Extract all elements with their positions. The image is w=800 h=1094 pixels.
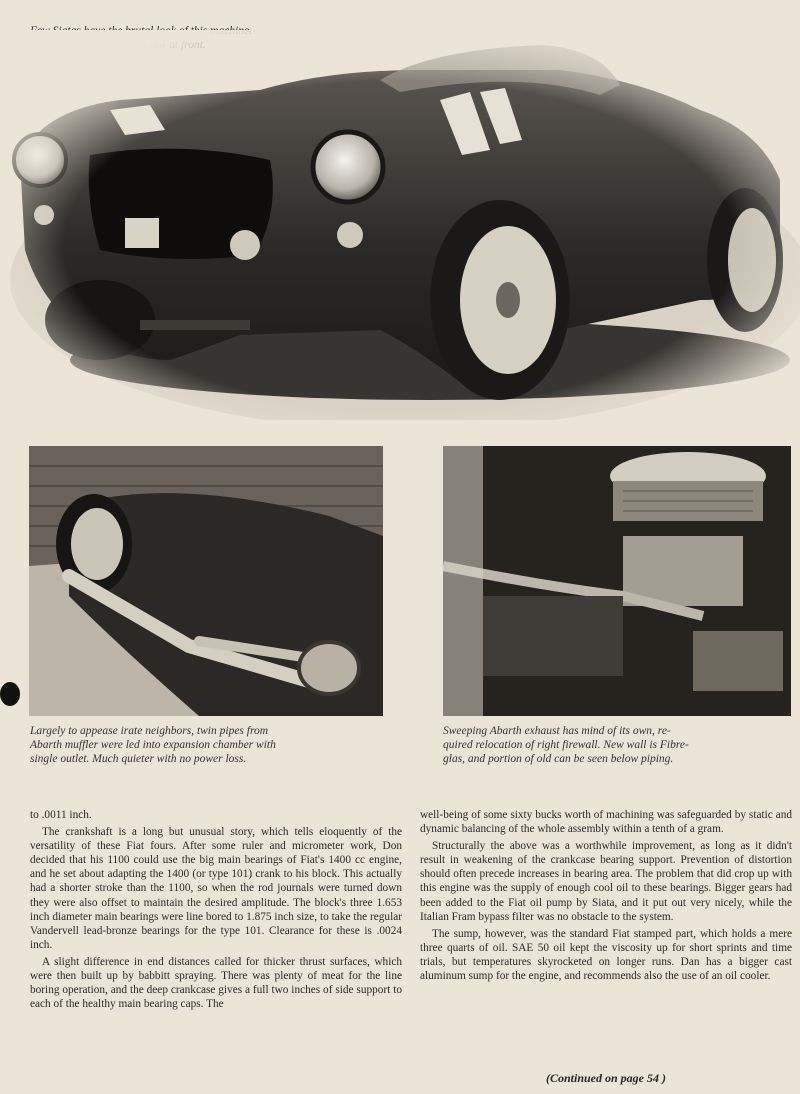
caption-line: glas, and portion of old can be seen below piping. [443, 753, 674, 765]
car-photo [0, 30, 800, 420]
caption-line: Largely to appease irate neighbors, twin pipes from [30, 725, 269, 737]
caption-line: Sweeping Abarth exhaust has mind of its own, re- [443, 725, 671, 737]
engine-block [483, 596, 623, 676]
firewall [443, 446, 483, 716]
right-photo-caption [443, 724, 793, 766]
article-right-column [420, 808, 792, 986]
punch-hole-bottom [0, 682, 20, 706]
wire-wheel [71, 508, 123, 580]
expansion-chamber [299, 642, 359, 694]
paragraph: well-being of some sixty bucks worth of machining was safeguarded by static and dynamic balancing of the whole assembly within a tenth of a gram. [420, 809, 792, 836]
left-photo-caption [30, 724, 390, 766]
exhaust-illustration [29, 446, 383, 716]
paragraph: The sump, however, was the standard Fiat stamped part, which holds a mere three quarts of oil. SAE 50 oil kept the viscosity up for short sprints and time trials, but temperatures skyrocketed on longer runs. Dan has a bigger cast aluminum sump for the engine, and recommends also the use of an oil cooler. [420, 927, 792, 983]
caption-line: single outlet. Much quieter with no power loss. [30, 753, 247, 765]
photo-vignette [0, 30, 800, 420]
paragraph: to .0011 inch. [30, 809, 92, 821]
exhaust-pipes-photo [29, 446, 383, 716]
caption-line: Abarth muffler were led into expansion chamber with [30, 739, 276, 751]
engine-bay-photo [443, 446, 791, 716]
paragraph: Structurally the above was a worthwhile improvement, as long as it didn't result in weakening of the crankcase bearing support. Prevention of distortion should often precede increases in bearing area. The problem that did crop up with this engine was the supply of enough cool oil to these bearings. Bigger gears had been added to the Fiat oil pump by Siata, and it put out very nicely, while the Italian Fram bypass filter was no obstacle to the system. [420, 840, 792, 923]
car-illustration [0, 30, 800, 420]
caption-line: quired relocation of right firewall. New wall is Fibre- [443, 739, 689, 751]
paragraph: A slight difference in end distances called for thicker thrust surfaces, which were then built up by babbitt spraying. There was plenty of meat for the line boring operation, and the deep crankcase gives a full two inches of side support to each of the healthy main bearing caps. The [30, 955, 402, 1011]
engine-illustration [443, 446, 791, 716]
article-left-column [30, 808, 402, 1014]
continued-note: (Continued on page 54 ) [545, 1071, 666, 1085]
paragraph: The crankshaft is a long but unusual story, which tells eloquently of the versatility of these Fiat fours. After some ruler and micrometer work, Don decided that his 1100 could use the big main bearings of Fiat's 1400 cc engine, and he set about adapting the 1400 (or type 101) crank to his block. This actually had a shorter stroke than the 1100, so when the rod journals were turned down they were also offset to maintain the desired amplitude. The block's three 1.653 inch diameter main bearings were line bored to 1.875 inch size, to take the regular Vandervell lead-bronze bearings for the type 101. Clearance for these is .0024 inch. [30, 826, 402, 951]
oil-filter [693, 631, 783, 691]
